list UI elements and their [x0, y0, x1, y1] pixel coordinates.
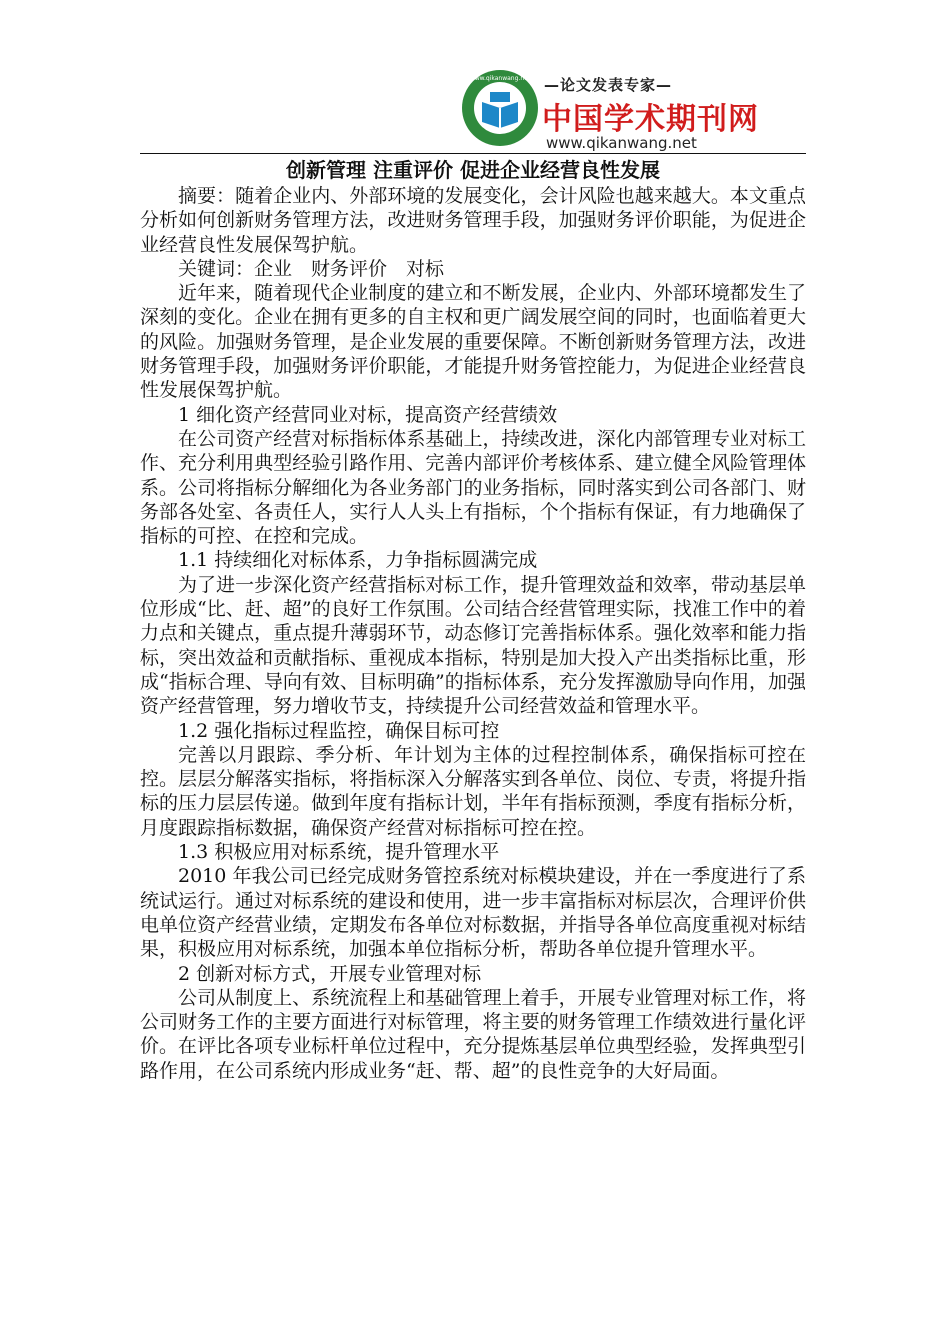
journal-brand-name: 中国学术期刊网 [542, 102, 759, 137]
paragraph: 近年来，随着现代企业制度的建立和不断发展，企业内、外部环境都发生了深刻的变化。企业在拥有更多的自主权和更广阔发展空间的同时，也面临着更大的风险。加强财务管理，是企业发展的重要保障。不断创新财务管理方法，改进财务管理手段，加强财务评价职能，才能提升财务管控能力，为促进企业经营良性发展保驾护航。 [140, 282, 806, 402]
paragraph: 在公司资产经营对标指标体系基础上，持续改进，深化内部管理专业对标工作、充分利用典型经验引路作用、完善内部评价考核体系、建立健全风险管理体系。公司将指标分解细化为各业务部门的业务指标，同时落实到公司各部门、财务部各处室、各责任人，实行人人头上有指标，个个指标有保证，有力地确保了指标的可控、在控和完成。 [140, 427, 806, 548]
paragraph: 2010 年我公司已经完成财务管控系统对标模块建设，并在一季度进行了系统试运行。通过对标系统的建设和使用，进一步丰富指标对标层次，合理评价供电单位资产经营业绩，定期发布各单位对标数据，并指导各单位高度重视对标结果，积极应用对标系统，加强本单位指标分析，帮助各单位提升管理水平。 [140, 865, 806, 961]
section-heading: 2 创新对标方式，开展专业管理对标 [178, 962, 482, 985]
section-heading: 1.3 积极应用对标系统，提升管理水平 [178, 841, 500, 864]
article-blocks [140, 184, 806, 1083]
header-divider [140, 153, 806, 154]
journal-url: www.qikanwang.net [546, 134, 697, 152]
journal-header [460, 68, 760, 158]
paragraph: 公司从制度上、系统流程上和基础管理上着手，开展专业管理对标工作，将公司财务工作的主要方面进行对标管理，将主要的财务管理工作绩效进行量化评价。在评比各项专业标杆单位过程中，充分提炼基层单位典型经验，发挥典型引路作用，在公司系统内形成业务“赶、帮、超”的良性竞争的大好局面。 [140, 986, 806, 1082]
article-title: 创新管理 注重评价 促进企业经营良性发展 [286, 158, 660, 182]
paragraph: 摘要：随着企业内、外部环境的发展变化，会计风险也越来越大。本文重点分析如何创新财务管理方法，改进财务管理手段，加强财务评价职能，为促进企业经营良性发展保驾护航。 [140, 185, 806, 256]
section-heading: 1.1 持续细化对标体系，力争指标圆满完成 [178, 549, 538, 572]
journal-logo-icon [460, 68, 540, 148]
journal-tagline: —论文发表专家— [544, 76, 673, 94]
article-body [140, 156, 806, 1083]
section-heading: 关键词：企业 财务评价 对标 [178, 257, 445, 280]
section-heading: 1 细化资产经营同业对标，提高资产经营绩效 [178, 403, 558, 426]
logo-ring-text: www.qikanwang.net [469, 75, 531, 82]
paragraph: 为了进一步深化资产经营指标对标工作，提升管理效益和效率，带动基层单位形成“比、赶、超”的良好工作氛围。公司结合经营管理实际，找准工作中的着力点和关键点，重点提升薄弱环节，动态修订完善指标体系。强化效率和能力指标，突出效益和贡献指标、重视成本指标，特别是加大投入产出类指标比重，形成“指标合理、导向有效、目标明确”的指标体系，充分发挥激励导向作用，加强资产经营管理，努力增收节支，持续提升公司经营效益和管理水平。 [140, 573, 806, 718]
section-heading: 1.2 强化指标过程监控，确保目标可控 [178, 719, 500, 742]
paragraph: 完善以月跟踪、季分析、年计划为主体的过程控制体系，确保指标可控在控。层层分解落实指标，将指标深入分解落实到各单位、岗位、专责，将提升指标的压力层层传递。做到年度有指标计划，半年有指标预测，季度有指标分析，月度跟踪指标数据，确保资产经营对标指标可控在控。 [140, 743, 806, 839]
